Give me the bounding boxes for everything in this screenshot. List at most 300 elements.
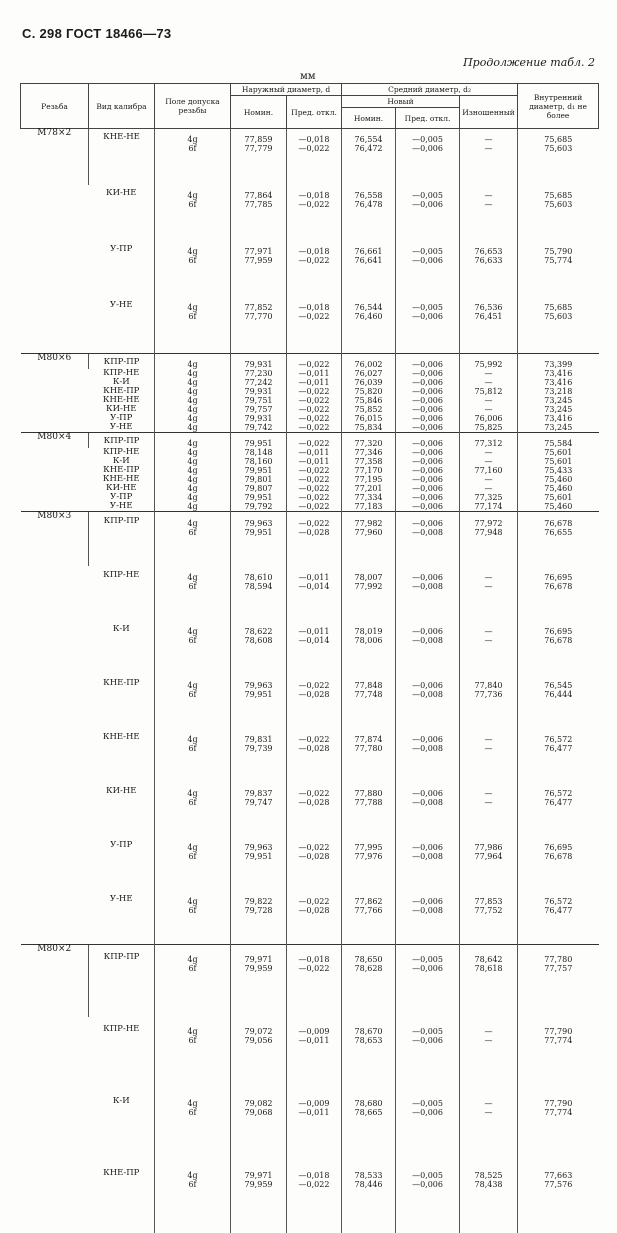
pitch-nominal-cell (342, 502, 396, 512)
outer-nominal-cell (231, 405, 287, 414)
tolerance-value: 6f (157, 144, 228, 153)
pitch-deviation-cell (396, 493, 460, 502)
outer-nominal: 79,822 (233, 897, 284, 906)
outer-deviation: —0,022 (289, 144, 339, 153)
worn-value: 77,972 (462, 519, 515, 528)
pitch-deviation: —0,006 (398, 573, 457, 582)
inner-diameter: 76,678 (520, 852, 597, 861)
tolerance-value: 6f (157, 798, 228, 807)
inner-diameter: 76,678 (520, 582, 597, 591)
worn-value: 78,642 (462, 955, 515, 964)
tolerance-cell (155, 378, 231, 387)
outer-nominal-cell (231, 466, 287, 475)
outer-deviation: —0,022 (289, 256, 339, 265)
pitch-nominal-cell (342, 457, 396, 466)
pitch-nominal: 75,846 (344, 396, 393, 405)
inner-diameter: 73,416 (520, 378, 597, 387)
worn-value: — (462, 627, 515, 636)
header-thread: Резьба (21, 84, 89, 129)
inner-diameter-cell (518, 297, 599, 354)
outer-nominal: 79,963 (233, 681, 284, 690)
pitch-deviation: —0,006 (398, 484, 457, 493)
outer-deviation: —0,018 (289, 1171, 339, 1180)
outer-deviation-cell (287, 129, 342, 186)
table-row (21, 354, 599, 370)
pitch-deviation: —0,005 (398, 135, 457, 144)
inner-diameter: 76,695 (520, 573, 597, 582)
inner-diameter-cell (518, 620, 599, 674)
tolerance-value: 4g (157, 405, 228, 414)
outer-nominal-cell (231, 457, 287, 466)
outer-nominal: 78,594 (233, 582, 284, 591)
outer-nominal: 79,931 (233, 387, 284, 396)
gauge-type: КНЕ-ПР (89, 466, 155, 475)
pitch-deviation: —0,006 (398, 414, 457, 423)
inner-diameter-cell (518, 475, 599, 484)
inner-diameter-cell (518, 354, 599, 370)
outer-nominal: 78,148 (233, 448, 284, 457)
worn-value-cell (460, 466, 518, 475)
outer-deviation-cell (287, 512, 342, 567)
pitch-nominal: 75,834 (344, 423, 393, 432)
tolerance-value: 6f (157, 528, 228, 537)
outer-deviation: —0,022 (289, 387, 339, 396)
header-new: Новый (342, 96, 460, 108)
outer-deviation: —0,011 (289, 378, 339, 387)
worn-value: 76,451 (462, 312, 515, 321)
inner-diameter: 75,685 (520, 191, 597, 200)
inner-diameter: 75,685 (520, 303, 597, 312)
outer-deviation: —0,011 (289, 1108, 339, 1117)
table-row (21, 297, 599, 354)
inner-diameter-cell (518, 241, 599, 297)
pitch-nominal: 76,544 (344, 303, 393, 312)
tolerance-cell (155, 405, 231, 414)
tolerance-cell (155, 674, 231, 728)
worn-value-cell (460, 493, 518, 502)
thread-group (21, 129, 599, 354)
outer-deviation: —0,022 (289, 414, 339, 423)
pitch-nominal: 77,170 (344, 466, 393, 475)
outer-deviation: —0,022 (289, 405, 339, 414)
pitch-nominal-cell (342, 423, 396, 433)
outer-deviation: —0,022 (289, 735, 339, 744)
pitch-nominal-cell (342, 836, 396, 890)
table-row (21, 502, 599, 512)
pitch-deviation-cell (396, 484, 460, 493)
outer-deviation-cell (287, 448, 342, 457)
pitch-deviation: —0,006 (398, 1180, 457, 1189)
outer-deviation-cell (287, 945, 342, 1018)
outer-nominal: 77,779 (233, 144, 284, 153)
table-row (21, 836, 599, 890)
pitch-nominal: 77,201 (344, 484, 393, 493)
worn-value-cell (460, 566, 518, 620)
worn-value-cell (460, 1161, 518, 1233)
pitch-nominal: 78,019 (344, 627, 393, 636)
outer-nominal-cell (231, 945, 287, 1018)
worn-value: — (462, 484, 515, 493)
outer-deviation-cell (287, 674, 342, 728)
tolerance-cell (155, 466, 231, 475)
gauge-type: КПР-ПР (89, 354, 155, 370)
inner-diameter: 75,601 (520, 493, 597, 502)
gauge-type: КИ-НЕ (89, 484, 155, 493)
pitch-deviation: —0,006 (398, 475, 457, 484)
worn-value: 77,312 (462, 439, 515, 448)
pitch-deviation: —0,008 (398, 528, 457, 537)
worn-value-cell (460, 378, 518, 387)
inner-diameter-cell (518, 1161, 599, 1233)
table-row (21, 728, 599, 782)
outer-deviation: —0,022 (289, 312, 339, 321)
pitch-nominal-cell (342, 297, 396, 354)
outer-nominal: 77,785 (233, 200, 284, 209)
inner-diameter: 76,678 (520, 519, 597, 528)
pitch-nominal: 76,478 (344, 200, 393, 209)
outer-deviation: —0,028 (289, 690, 339, 699)
outer-deviation: —0,022 (289, 466, 339, 475)
pitch-deviation: —0,006 (398, 1036, 457, 1045)
tolerance-value: 6f (157, 200, 228, 209)
pitch-deviation: —0,006 (398, 396, 457, 405)
inner-diameter: 73,416 (520, 369, 597, 378)
outer-deviation-cell (287, 241, 342, 297)
table-row (21, 493, 599, 502)
inner-diameter: 75,460 (520, 475, 597, 484)
outer-deviation-cell (287, 387, 342, 396)
gauge-type: КНЕ-НЕ (89, 396, 155, 405)
pitch-nominal-cell (342, 1161, 396, 1233)
pitch-deviation: —0,006 (398, 439, 457, 448)
pitch-nominal: 77,992 (344, 582, 393, 591)
tolerance-value: 6f (157, 636, 228, 645)
worn-value: — (462, 1027, 515, 1036)
tolerance-value: 4g (157, 191, 228, 200)
worn-value: 77,160 (462, 466, 515, 475)
worn-value-cell (460, 782, 518, 836)
outer-nominal: 79,971 (233, 1171, 284, 1180)
thread-group (21, 945, 599, 1233)
outer-deviation-cell (287, 396, 342, 405)
pitch-nominal-cell (342, 378, 396, 387)
outer-deviation: —0,018 (289, 191, 339, 200)
outer-deviation: —0,022 (289, 484, 339, 493)
tolerance-value: 6f (157, 312, 228, 321)
inner-diameter: 77,757 (520, 964, 597, 973)
outer-deviation: —0,014 (289, 582, 339, 591)
table-row (21, 945, 599, 1018)
inner-diameter: 77,774 (520, 1036, 597, 1045)
header-pitch-diameter: Средний диаметр, d₂ (342, 84, 518, 96)
outer-nominal: 79,951 (233, 466, 284, 475)
pitch-deviation-cell (396, 836, 460, 890)
tolerance-value: 4g (157, 897, 228, 906)
thread-designation: М80×4 (21, 433, 89, 512)
tolerance-cell (155, 241, 231, 297)
worn-value-cell (460, 945, 518, 1018)
tolerance-cell (155, 512, 231, 567)
outer-nominal: 79,739 (233, 744, 284, 753)
inner-diameter: 75,460 (520, 484, 597, 493)
outer-nominal: 78,622 (233, 627, 284, 636)
inner-diameter: 75,603 (520, 312, 597, 321)
inner-diameter: 76,678 (520, 636, 597, 645)
tolerance-value: 4g (157, 475, 228, 484)
outer-deviation: —0,022 (289, 493, 339, 502)
worn-value: — (462, 1099, 515, 1108)
header-gauge-type: Вид калибра (89, 84, 155, 129)
outer-deviation: —0,011 (289, 369, 339, 378)
outer-nominal: 77,242 (233, 378, 284, 387)
thread-designation: М80×3 (21, 512, 89, 945)
gauge-type: К-И (89, 378, 155, 387)
worn-value-cell (460, 890, 518, 945)
pitch-nominal: 77,766 (344, 906, 393, 915)
pitch-deviation: —0,005 (398, 303, 457, 312)
pitch-deviation-cell (396, 387, 460, 396)
tolerance-cell (155, 129, 231, 186)
inner-diameter-cell (518, 493, 599, 502)
thread-designation: М78×2 (21, 129, 89, 354)
inner-diameter: 77,790 (520, 1099, 597, 1108)
inner-diameter: 76,572 (520, 789, 597, 798)
inner-diameter: 76,572 (520, 897, 597, 906)
inner-diameter-cell (518, 466, 599, 475)
worn-value: 76,633 (462, 256, 515, 265)
inner-diameter: 76,545 (520, 681, 597, 690)
outer-deviation: —0,022 (289, 789, 339, 798)
pitch-nominal: 77,976 (344, 852, 393, 861)
tolerance-cell (155, 493, 231, 502)
pitch-nominal: 77,748 (344, 690, 393, 699)
outer-nominal-cell (231, 1161, 287, 1233)
worn-value: — (462, 135, 515, 144)
table-row (21, 1161, 599, 1233)
pitch-deviation-cell (396, 502, 460, 512)
pitch-nominal-cell (342, 448, 396, 457)
outer-nominal-cell (231, 836, 287, 890)
worn-value: 75,992 (462, 360, 515, 369)
outer-deviation: —0,014 (289, 636, 339, 645)
pitch-nominal: 77,788 (344, 798, 393, 807)
inner-diameter-cell (518, 369, 599, 378)
thread-group (21, 433, 599, 512)
pitch-nominal: 77,862 (344, 897, 393, 906)
inner-diameter: 76,695 (520, 627, 597, 636)
outer-deviation-cell (287, 836, 342, 890)
outer-nominal: 77,864 (233, 191, 284, 200)
pitch-nominal-cell (342, 512, 396, 567)
worn-value-cell (460, 241, 518, 297)
pitch-nominal-cell (342, 475, 396, 484)
gauge-type: КПР-НЕ (89, 448, 155, 457)
outer-nominal: 79,742 (233, 423, 284, 432)
tolerance-value: 4g (157, 502, 228, 511)
inner-diameter-cell (518, 566, 599, 620)
pitch-deviation-cell (396, 512, 460, 567)
outer-nominal: 79,951 (233, 493, 284, 502)
worn-value: 78,525 (462, 1171, 515, 1180)
worn-value-cell (460, 396, 518, 405)
table-row (21, 782, 599, 836)
pitch-nominal: 77,960 (344, 528, 393, 537)
worn-value: — (462, 200, 515, 209)
tolerance-cell (155, 457, 231, 466)
pitch-deviation-cell (396, 566, 460, 620)
gauge-type: КНЕ-НЕ (89, 475, 155, 484)
outer-nominal: 78,610 (233, 573, 284, 582)
pitch-deviation-cell (396, 475, 460, 484)
worn-value: — (462, 378, 515, 387)
unit-label: мм (300, 71, 316, 82)
gauge-type: КПР-ПР (89, 433, 155, 449)
worn-value: — (462, 573, 515, 582)
page-header: С. 298 ГОСТ 18466—73 (22, 26, 171, 41)
pitch-deviation-cell (396, 414, 460, 423)
worn-value-cell (460, 448, 518, 457)
thread-designation: М80×6 (21, 354, 89, 433)
gauge-type: КПР-НЕ (89, 566, 155, 620)
pitch-nominal: 76,460 (344, 312, 393, 321)
outer-nominal: 79,951 (233, 852, 284, 861)
pitch-deviation: —0,006 (398, 502, 457, 511)
worn-value: 75,825 (462, 423, 515, 432)
outer-deviation-cell (287, 457, 342, 466)
gauge-type: КПР-НЕ (89, 1017, 155, 1089)
pitch-nominal: 78,628 (344, 964, 393, 973)
outer-nominal: 77,859 (233, 135, 284, 144)
worn-value-cell (460, 484, 518, 493)
pitch-nominal: 77,982 (344, 519, 393, 528)
outer-nominal-cell (231, 297, 287, 354)
pitch-deviation: —0,005 (398, 955, 457, 964)
outer-deviation: —0,018 (289, 135, 339, 144)
outer-nominal-cell (231, 512, 287, 567)
worn-value: 77,174 (462, 502, 515, 511)
tolerance-value: 4g (157, 247, 228, 256)
tolerance-value: 6f (157, 906, 228, 915)
inner-diameter-cell (518, 1089, 599, 1161)
pitch-nominal: 77,874 (344, 735, 393, 744)
inner-diameter: 75,433 (520, 466, 597, 475)
inner-diameter: 77,663 (520, 1171, 597, 1180)
worn-value: — (462, 744, 515, 753)
gauge-type: КПР-ПР (89, 512, 155, 567)
outer-deviation: —0,028 (289, 528, 339, 537)
inner-diameter: 76,477 (520, 906, 597, 915)
tolerance-value: 6f (157, 582, 228, 591)
pitch-nominal: 78,006 (344, 636, 393, 645)
thread-group (21, 354, 599, 433)
pitch-deviation: —0,006 (398, 897, 457, 906)
inner-diameter-cell (518, 1017, 599, 1089)
tolerance-value: 4g (157, 493, 228, 502)
tolerance-value: 4g (157, 135, 228, 144)
inner-diameter-cell (518, 674, 599, 728)
tolerance-value: 4g (157, 1099, 228, 1108)
pitch-deviation-cell (396, 423, 460, 433)
pitch-deviation: —0,006 (398, 423, 457, 432)
pitch-nominal-cell (342, 387, 396, 396)
inner-diameter: 76,477 (520, 798, 597, 807)
pitch-nominal: 75,852 (344, 405, 393, 414)
pitch-deviation-cell (396, 378, 460, 387)
outer-deviation: —0,028 (289, 798, 339, 807)
outer-nominal-cell (231, 414, 287, 423)
header-pitch-deviation: Пред. откл. (396, 108, 460, 129)
outer-nominal: 79,959 (233, 964, 284, 973)
pitch-nominal: 76,554 (344, 135, 393, 144)
pitch-deviation: —0,006 (398, 789, 457, 798)
worn-value-cell (460, 502, 518, 512)
outer-deviation: —0,011 (289, 448, 339, 457)
inner-diameter: 73,245 (520, 396, 597, 405)
worn-value-cell (460, 414, 518, 423)
pitch-deviation-cell (396, 396, 460, 405)
inner-diameter-cell (518, 423, 599, 433)
pitch-deviation-cell (396, 354, 460, 370)
pitch-deviation-cell (396, 620, 460, 674)
pitch-deviation-cell (396, 728, 460, 782)
outer-deviation: —0,022 (289, 681, 339, 690)
gauge-table (20, 83, 599, 1233)
tolerance-value: 6f (157, 256, 228, 265)
worn-value: 77,986 (462, 843, 515, 852)
worn-value-cell (460, 1017, 518, 1089)
outer-deviation: —0,022 (289, 396, 339, 405)
pitch-nominal: 76,641 (344, 256, 393, 265)
pitch-nominal: 77,995 (344, 843, 393, 852)
tolerance-value: 4g (157, 466, 228, 475)
outer-nominal: 77,971 (233, 247, 284, 256)
table-row (21, 129, 599, 186)
outer-deviation: —0,011 (289, 1036, 339, 1045)
worn-value: — (462, 191, 515, 200)
pitch-nominal-cell (342, 566, 396, 620)
inner-diameter: 75,790 (520, 247, 597, 256)
worn-value: — (462, 144, 515, 153)
outer-deviation-cell (287, 890, 342, 945)
outer-nominal-cell (231, 433, 287, 449)
outer-nominal: 79,056 (233, 1036, 284, 1045)
outer-nominal-cell (231, 378, 287, 387)
outer-nominal: 79,931 (233, 360, 284, 369)
outer-nominal: 77,770 (233, 312, 284, 321)
tolerance-cell (155, 414, 231, 423)
outer-deviation-cell (287, 475, 342, 484)
pitch-nominal: 78,007 (344, 573, 393, 582)
tolerance-value: 4g (157, 378, 228, 387)
tolerance-value: 4g (157, 484, 228, 493)
outer-deviation: —0,018 (289, 247, 339, 256)
tolerance-cell (155, 890, 231, 945)
tolerance-cell (155, 1161, 231, 1233)
pitch-nominal-cell (342, 466, 396, 475)
pitch-deviation: —0,006 (398, 387, 457, 396)
outer-nominal: 79,747 (233, 798, 284, 807)
outer-deviation-cell (287, 423, 342, 433)
table-row (21, 1017, 599, 1089)
table-row (21, 369, 599, 378)
worn-value: 77,752 (462, 906, 515, 915)
pitch-nominal: 78,533 (344, 1171, 393, 1180)
pitch-deviation: —0,006 (398, 843, 457, 852)
worn-value: 77,853 (462, 897, 515, 906)
pitch-deviation-cell (396, 448, 460, 457)
worn-value: 76,536 (462, 303, 515, 312)
header-pitch-nominal: Номин. (342, 108, 396, 129)
